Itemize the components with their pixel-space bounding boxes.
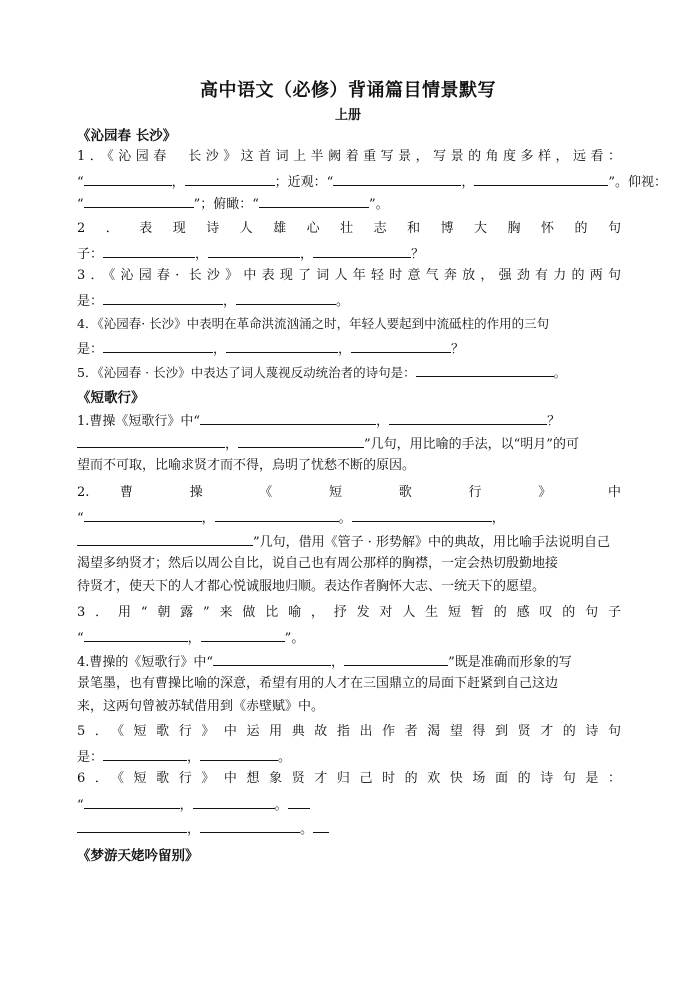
question-3-line-2: 是： ， 。 — [77, 289, 621, 311]
answer-blank[interactable] — [200, 409, 376, 425]
answer-blank[interactable] — [474, 170, 608, 186]
answer-blank[interactable] — [200, 817, 300, 833]
answer-blank[interactable] — [201, 626, 285, 642]
answer-blank[interactable] — [84, 626, 188, 642]
section-heading-duangexing: 《短歌行》 — [77, 390, 145, 406]
answer-blank[interactable] — [208, 242, 300, 258]
answer-blank[interactable] — [77, 432, 225, 448]
q2-1-line-1: 1.曹操《短歌行》中“ ， ？ — [77, 409, 621, 431]
page-title: 高中语文（必修）背诵篇目情景默写 — [200, 80, 496, 101]
answer-blank[interactable] — [185, 170, 275, 186]
q2-2-line-3: ”几句，借用《管子 · 形势解》中的典故，用比喻手法说明自己 — [77, 530, 621, 552]
question-1-line-1: 1．《沁园春 长沙》这首词上半阙着重写景，写景的角度多样，远看： — [77, 149, 621, 164]
answer-blank[interactable] — [193, 793, 275, 809]
answer-blank[interactable] — [215, 506, 339, 522]
answer-blank[interactable] — [103, 337, 213, 353]
answer-blank[interactable] — [84, 793, 180, 809]
question-3-line-1: 3．《沁园春· 长沙》中表现了词人年轻时意气奔放，强劲有力的两句 — [77, 268, 621, 283]
answer-blank[interactable] — [103, 289, 223, 305]
q2-5-line-1: 5．《短歌行》中运用典故指出作者渴望得到贤才的诗句 — [77, 724, 621, 739]
q2-4-line-1: 4.曹操的《短歌行》中“ ， ”既是准确而形象的写 — [77, 650, 621, 672]
q2-2-line-5: 待贤才，使天下的人才都心悦诚服地归顺。表达作者胸怀大志、一统天下的愿望。 — [77, 579, 546, 594]
q2-1-line-3: 望而不可取，比喻求贤才而不得，烏明了忧愁不断的原因。 — [77, 458, 416, 473]
answer-blank[interactable] — [416, 361, 554, 377]
answer-blank[interactable] — [288, 793, 310, 809]
q2-4-line-3: 来，这两句曾被苏轼借用到《赤壁赋》中。 — [77, 699, 325, 714]
q2-6-line-1: 6．《短歌行》中想象贤才归己时的欢快场面的诗句是： — [77, 771, 621, 786]
answer-blank[interactable] — [103, 242, 195, 258]
answer-blank[interactable] — [333, 170, 461, 186]
answer-blank[interactable] — [77, 817, 187, 833]
section-heading-qinyuanchun: 《沁园春 长沙》 — [77, 128, 177, 144]
answer-blank[interactable] — [103, 745, 187, 761]
page-subtitle: 上册 — [334, 108, 361, 123]
question-2-line-2: 子： ， ， ？ — [77, 242, 621, 264]
answer-blank[interactable] — [84, 170, 172, 186]
answer-blank[interactable] — [238, 432, 364, 448]
q2-5-line-2: 是： ， 。 — [77, 745, 621, 767]
question-2-line-1: 2．表现诗人雄心壮志和博大胸怀的句 — [77, 221, 621, 236]
q2-6-line-2: “ ， 。 — [77, 793, 621, 815]
answer-blank[interactable] — [344, 650, 448, 666]
answer-blank[interactable] — [200, 745, 278, 761]
q2-3-line-1: 3．用“朝露”来做比喻，抒发对人生短暂的感叹的句子 — [77, 605, 621, 620]
answer-blank[interactable] — [84, 192, 194, 208]
answer-blank[interactable] — [389, 409, 547, 425]
answer-blank[interactable] — [236, 289, 336, 305]
question-4-line-1: 4．《沁园春· 长沙》中表明在革命洪流汹涌之时，年轻人要起到中流砥柱的作用的三句 — [77, 316, 550, 331]
answer-blank[interactable] — [259, 192, 369, 208]
q2-4-line-2: 景笔墨，也有曹操比喻的深意，希望有用的人才在三国鼎立的局面下赶紧到自己这边 — [77, 676, 559, 691]
q2-2-line-2: “ ， 。 ， — [77, 506, 621, 528]
section-heading-mengyoutianmu: 《梦游天姥吟留别》 — [77, 848, 199, 864]
answer-blank[interactable] — [313, 242, 411, 258]
question-4-line-2: 是： ， ， ？ — [77, 337, 621, 359]
answer-blank[interactable] — [313, 817, 329, 833]
question-5-line-1: 5．《沁园春 · 长沙》中表达了词人蔑视反动统治者的诗句是： 。 — [77, 361, 621, 383]
answer-blank[interactable] — [84, 506, 202, 522]
answer-blank[interactable] — [352, 506, 492, 522]
answer-blank[interactable] — [213, 650, 331, 666]
q2-3-line-2: “ ， ”。 — [77, 626, 621, 648]
question-1-line-3: “ ”；俯瞰：“ ”。 — [77, 192, 621, 214]
q2-2-line-4: 渴望多纳贤才；然后以周公自比，说自己也有周公那样的胸襟，一定会热切殷勤地接 — [77, 556, 559, 571]
q2-2-line-1: 2. 曹 操 《 短 歌 行 》 中 — [77, 485, 621, 500]
answer-blank[interactable] — [351, 337, 451, 353]
q2-1-line-2: ， ”几句，用比喻的手法，以“明月”的可 — [77, 432, 621, 454]
question-1-line-2: “ ， ；近观：“ ， ”。仰视： — [77, 170, 621, 192]
answer-blank[interactable] — [77, 530, 253, 546]
q2-6-line-3: ， 。 — [77, 817, 621, 839]
answer-blank[interactable] — [226, 337, 338, 353]
